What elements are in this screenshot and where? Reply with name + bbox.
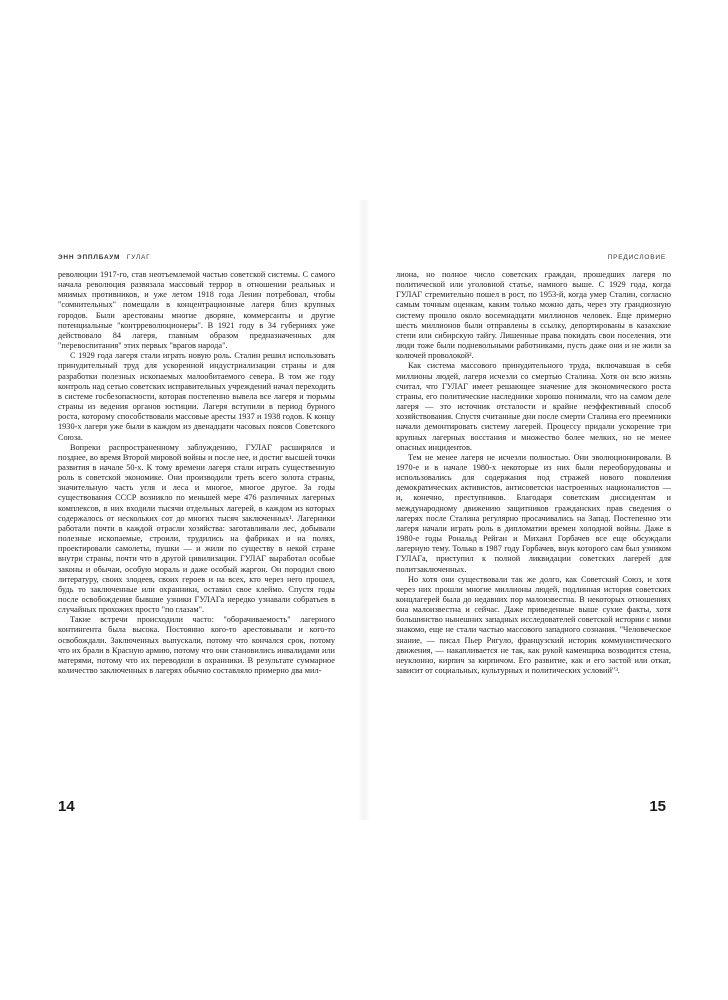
paragraph: Тем не менее лагеря не исчезли полностью. Они эволюционировали. В 1970-е и в начале 1980-х некоторые из них были переоборудованы и использовались для содержания под стражей нового поколения демократических активистов, антисоветски настроенных националистов — и, конечно, преступников. Благодаря советским диссидентам и международному движению защитников гражданских прав сведения о лагерях после Сталина регулярно просачивались на Запад. Постепенно эти лагеря начали играть роль в дипломатии времен холодной войны. Даже в 1980-е годы Рональд Рейган и Михаил Горбачев все еще обсуждали лагерную тему. Только в 1987 году Горбачев, внук которого сам был узником ГУЛАГа, приступил к полной ликвидации советских лагерей для политзаключенных. — [396, 452, 671, 574]
running-head-author: ЭНН ЭППЛБАУМ — [58, 254, 121, 261]
paragraph: лиона, но полное число советских граждан, прошедших лагеря по политической или уголовной статье, намного выше. С 1929 года, когда ГУЛАГ стремительно пошел в рост, по 1953-й, когда умер Сталин, согласно самым точным оценкам, каким только можно дать, через эту грандиозную систему прошло около восемнадцати миллионов человек. Еще примерно шесть миллионов были отправлены в ссылку, депортированы в казахские степи или сибирскую тайгу. Лишенные права покидать свои поселения, эти люди тоже были подневольными работниками, пусть даже они и не жили за колючей проволокой². — [396, 270, 671, 361]
paragraph: Как система массового принудительного труда, включавшая в себя миллионы людей, лагеря исчезли со смертью Сталина. Хотя он всю жизнь считал, что ГУЛАГ имеет решающее значение для экономического роста страны, его политические наследники хорошо понимали, что на самом деле лагеря — это источник отсталости и крайне неэффективный способ хозяйствования. Спустя считанные дни после смерти Сталина его преемники начали демонтировать систему лагерей. Процессу придали ускорение три крупных лагерных восстания и множество более мелких, но не менее опасных инцидентов. — [396, 361, 671, 452]
running-head-book-title: ГУЛАГ — [126, 254, 151, 261]
right-page-body — [396, 270, 671, 676]
paragraph: Такие встречи происходили часто: "оборачиваемость" лагерного контингента была высока. Постоянно кого-то арестовывали и кого-то освобождали. Заключенных выпускали, потому что кончался срок, потому что их брали в Красную армию, потому что они становились инвалидами или матерями, потому что их переводили в охранники. В результате суммарное количество заключенных в лагерях обычно составляло примерно два мил- — [58, 615, 335, 676]
left-page-body — [58, 270, 335, 676]
paragraph: Но хотя они существовали так же долго, как Советский Союз, и хотя через них прошли многие миллионы людей, подлинная история советских концлагерей была до недавних пор малоизвестна. В некоторых отношениях она малоизвестна и сейчас. Даже приведенные выше сухие факты, хотя большинство нынешних западных исследователей советской истории с ними знакомо, еще не стали частью массового западного сознания. "Человеческое знание, — писал Пьер Ригуло, французский историк коммунистического движения, — накапливается не так, как рукой каменщика возводится стена, неуклонно, кирпич за кирпичом. Его развитие, как и его застой или откат, зависит от социальных, культурных и политических условий"³. — [396, 574, 671, 676]
page-number-left: 14 — [58, 798, 75, 815]
right-page — [364, 0, 728, 1000]
running-head-left — [58, 254, 150, 261]
page-number-right: 15 — [649, 798, 666, 815]
running-head-separator — [122, 254, 125, 261]
running-head-right: ПРЕДИСЛОВИЕ — [607, 254, 666, 261]
paragraph: С 1929 года лагеря стали играть новую роль. Сталин решил использовать принудительный труд для ускоренной индустриализации страны и для разработки полезных ископаемых малообитаемого севера. В том же году контроль над сетью советских исправительных учреждений начал переходить в системе госбезопасности, которая постепенно вывела все лагеря и тюрьмы страны из ведения органов юстиции. Лагеря вступили в период бурного роста, которому способствовали массовые аресты 1937 и 1938 годов. К концу 1930-х лагеря уже были в каждом из двенадцати часовых поясов Советского Союза. — [58, 351, 335, 442]
paragraph: революции 1917-го, став неотъемлемой частью советской системы. С самого начала революция развязала массовый террор в отношении реальных и мнимых противников, и уже летом 1918 года Ленин потребовал, чтобы "сомнительных" помещали в концентрационные лагеря близ крупных городов. Были арестованы многие дворяне, коммерсанты и другие потенциальные "контрреволюционеры". В 1921 году в 34 губерниях уже действовало 84 лагеря, главным образом предназначенных для "перевоспитания" этих первых "врагов народа". — [58, 270, 335, 351]
paragraph: Вопреки распространенному заблуждению, ГУЛАГ расширялся и позднее, во время Второй мировой войны и после нее, и достиг высшей точки развития в начале 50-х. К тому времени лагеря стали играть существенную роль в советской экономике. Они производили треть всего золота страны, значительную часть угля и леса и многое, многое другое. За годы существования СССР возникло по меньшей мере 476 различных лагерных комплексов, в них входили тысячи отдельных лагерей, в каждом из которых содержалось от нескольких сот до многих тысяч заключенных¹. Лагерники работали почти в каждой отрасли хозяйства: заготавливали лес, добывали полезные ископаемые, строили, трудились на фабриках и на полях, проектировали самолеты, пушки — и жили по существу в некой стране внутри страны, почти что в другой цивилизации. ГУЛАГ выработал особые законы и обычаи, особую мораль и даже особый жаргон. Он породил свою литературу, своих злодеев, своих героев и на всех, кто через него прошел, будь то заключенные или охранники, оставил свое клеймо. Спустя годы после освобождения бывшие узники ГУЛАГа нередко узнавали собратьев в случайных прохожих просто "по глазам". — [58, 442, 335, 615]
